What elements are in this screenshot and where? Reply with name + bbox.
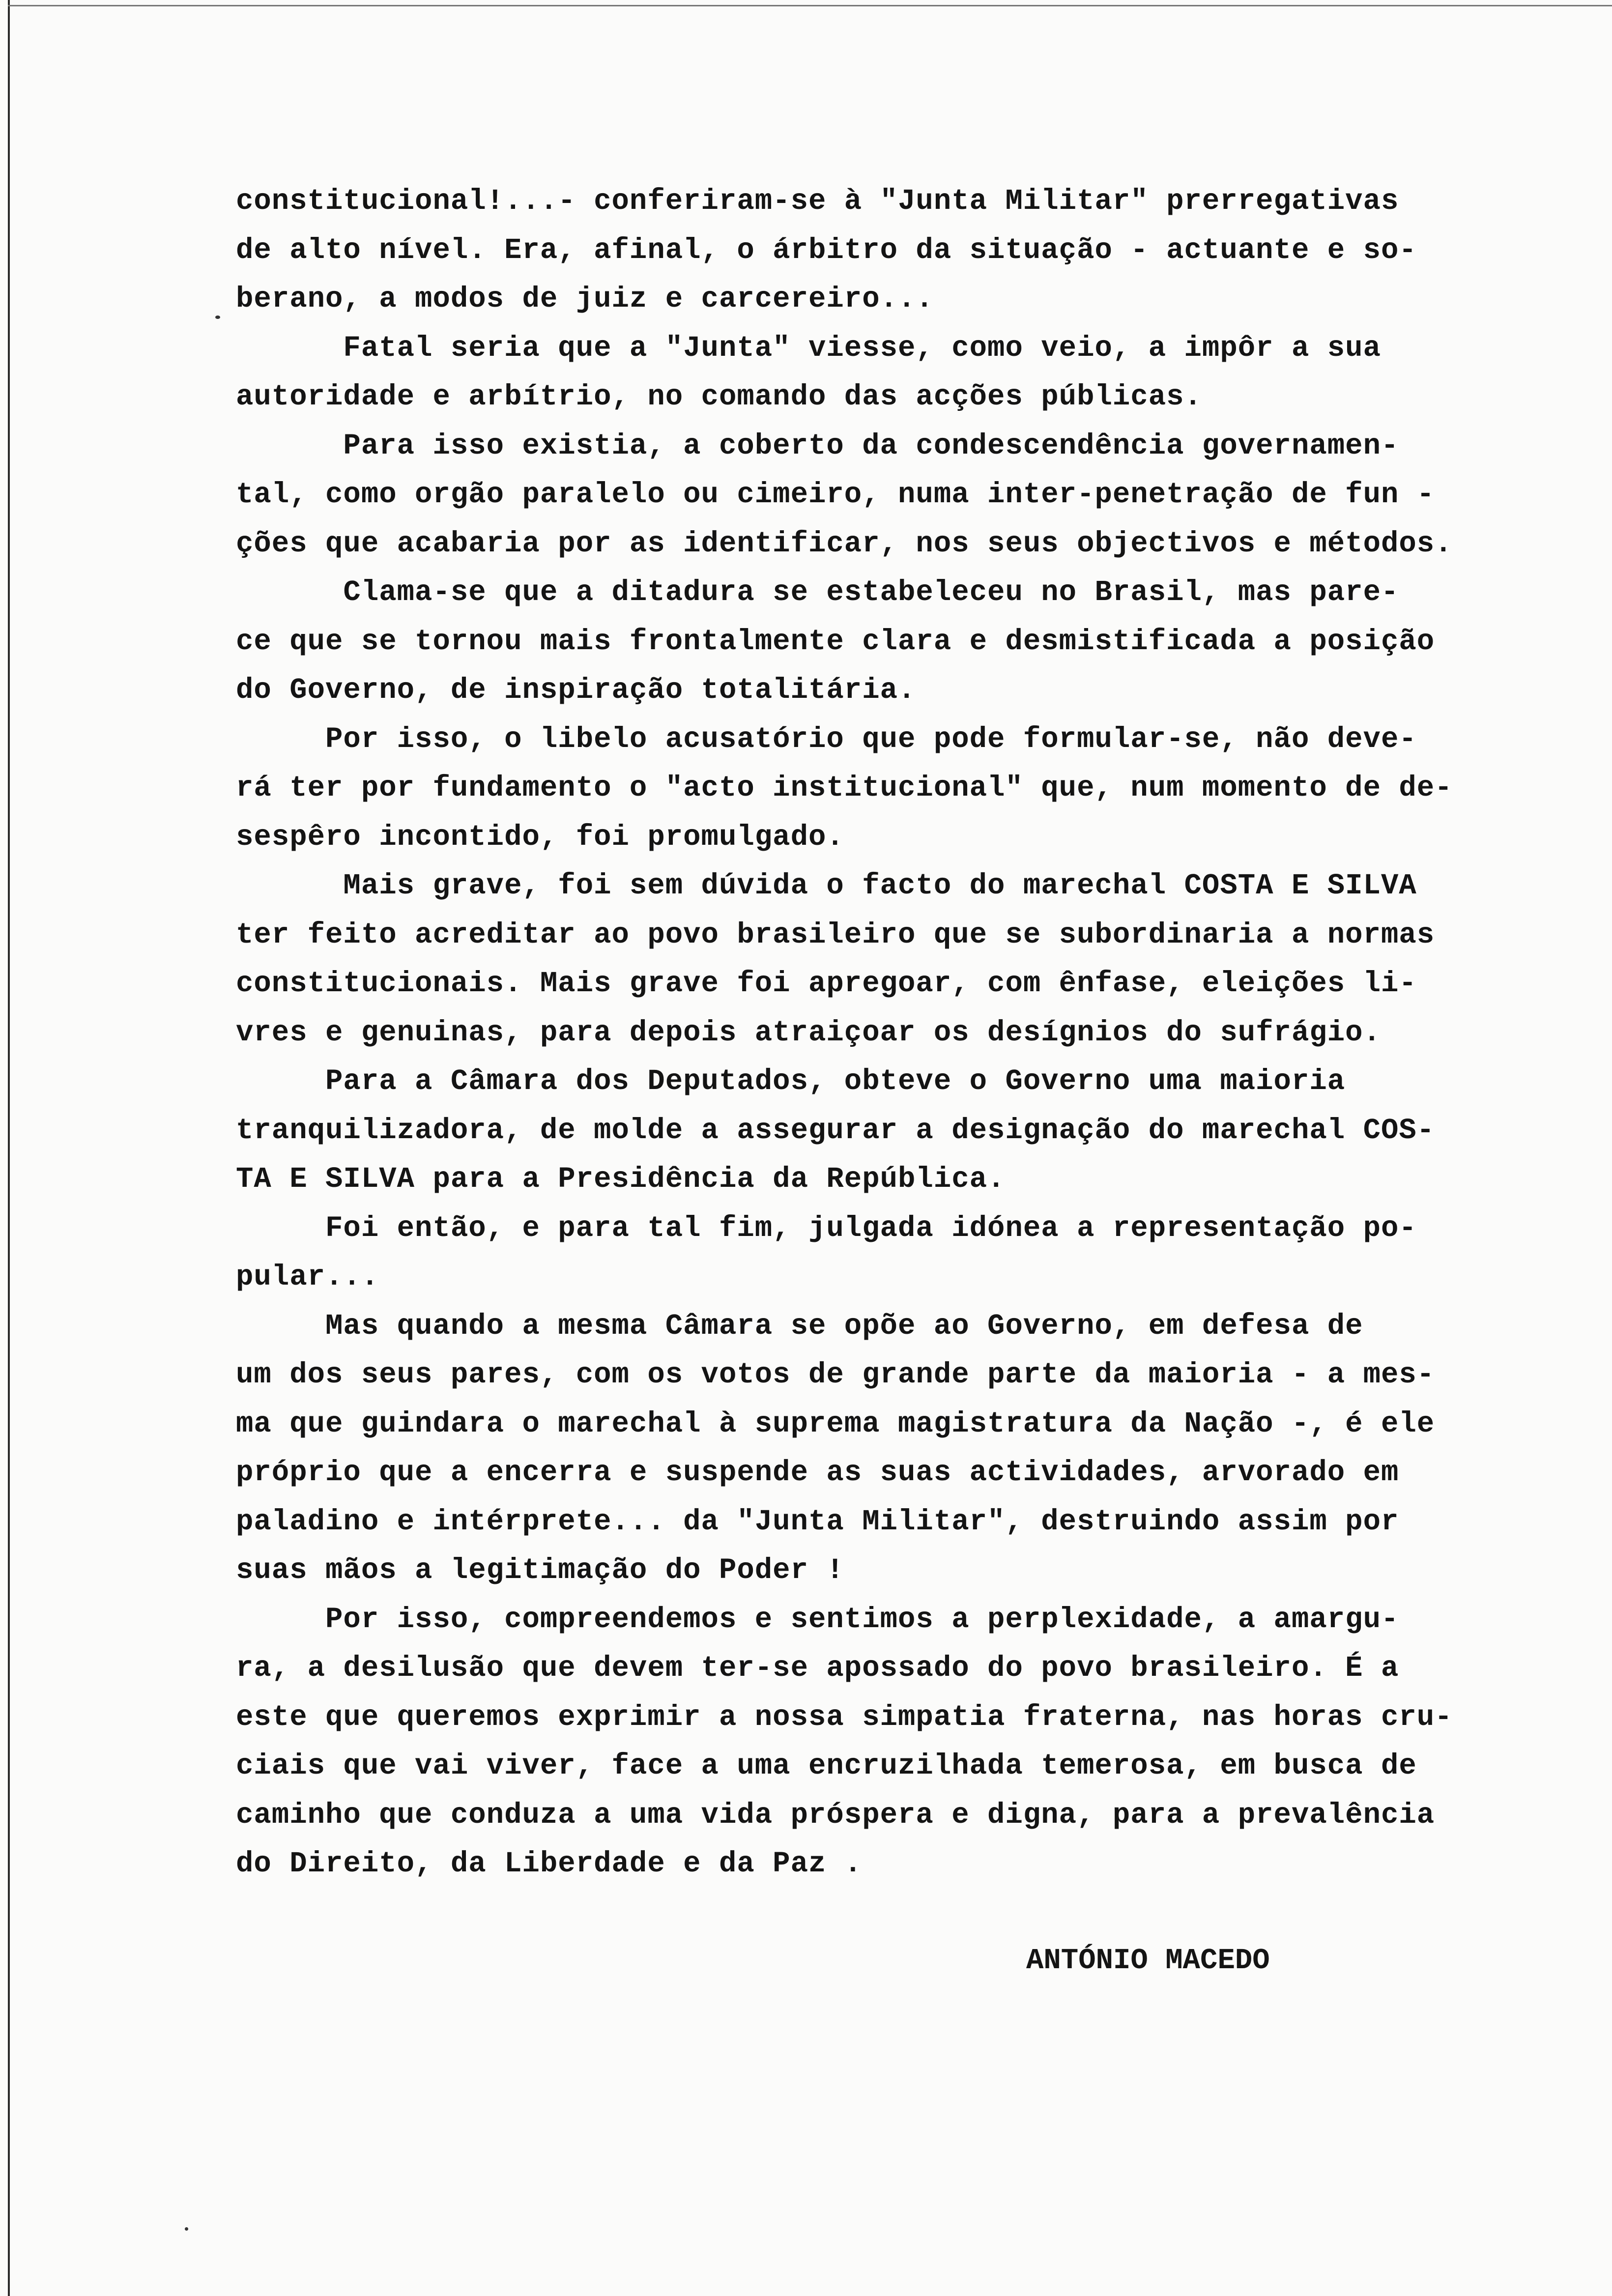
- ink-speck: [215, 316, 220, 319]
- text-line: de alto nível. Era, afinal, o árbitro da situação - actuante e so-: [236, 233, 1417, 267]
- text-line: Por isso, compreendemos e sentimos a perplexidade, a amargu-: [236, 1603, 1399, 1636]
- text-line: Para isso existia, a coberto da condescendência governamen-: [236, 429, 1399, 462]
- ink-speck: [185, 2227, 188, 2231]
- document-body: [236, 177, 1612, 1889]
- text-line: ções que acabaria por as identificar, nos seus objectivos e métodos.: [236, 527, 1453, 560]
- text-line: este que queremos exprimir a nossa simpatia fraterna, nas horas cru-: [236, 1700, 1453, 1734]
- text-line: Mas quando a mesma Câmara se opõe ao Governo, em defesa de: [236, 1309, 1363, 1343]
- text-line: caminho que conduza a uma vida próspera e digna, para a prevalência: [236, 1798, 1435, 1832]
- text-line: sespêro incontido, foi promulgado.: [236, 820, 844, 854]
- text-line: ra, a desilusão que devem ter-se apossado do povo brasileiro. É a: [236, 1652, 1399, 1685]
- author-signature: ANTÓNIO MACEDO: [1026, 1944, 1270, 1977]
- text-line: do Direito, da Liberdade e da Paz .: [236, 1847, 863, 1880]
- text-line: do Governo, de inspiração totalitária.: [236, 674, 916, 707]
- text-line: próprio que a encerra e suspende as suas actividades, arvorado em: [236, 1456, 1399, 1489]
- text-line: ce que se tornou mais frontalmente clara e desmistificada a posição: [236, 625, 1435, 658]
- text-line: constitucionais. Mais grave foi apregoar, com ênfase, eleições li-: [236, 967, 1417, 1000]
- text-line: berano, a modos de juiz e carcereiro...: [236, 283, 934, 316]
- text-line: paladino e intérprete... da "Junta Militar", destruindo assim por: [236, 1505, 1399, 1538]
- text-line: um dos seus pares, com os votos de grande parte da maioria - a mes-: [236, 1358, 1435, 1391]
- text-line: rá ter por fundamento o "acto institucional" que, num momento de de-: [236, 772, 1453, 804]
- text-line: autoridade e arbítrio, no comando das acções públicas.: [236, 380, 1202, 413]
- text-line: vres e genuinas, para depois atraiçoar os desígnios do sufrágio.: [236, 1016, 1381, 1049]
- text-line: tal, como orgão paralelo ou cimeiro, numa inter-penetração de fun -: [236, 478, 1435, 511]
- text-line: tranquilizadora, de molde a assegurar a designação do marechal COS-: [236, 1114, 1435, 1147]
- text-line: Fatal seria que a "Junta" viesse, como veio, a impôr a sua: [236, 331, 1381, 365]
- text-line: ciais que vai viver, face a uma encruzilhada temerosa, em busca de: [236, 1750, 1417, 1782]
- text-line: ma que guindara o marechal à suprema magistratura da Nação -, é ele: [236, 1407, 1435, 1440]
- text-line: suas mãos a legitimação do Poder !: [236, 1554, 844, 1587]
- text-line: pular...: [236, 1261, 379, 1293]
- text-line: Por isso, o libelo acusatório que pode formular-se, não deve-: [236, 722, 1417, 756]
- page-top-edge: [8, 5, 1612, 6]
- text-line: Mais grave, foi sem dúvida o facto do marechal COSTA E SILVA: [236, 869, 1417, 902]
- page-left-edge: [8, 0, 10, 2296]
- text-line: constitucional!...- conferiram-se à "Junta Militar" prerregativas: [236, 185, 1399, 218]
- text-line: Foi então, e para tal fim, julgada idónea a representação po-: [236, 1211, 1417, 1245]
- text-line: ter feito acreditar ao povo brasileiro que se subordinaria a normas: [236, 918, 1435, 951]
- text-line: Clama-se que a ditadura se estabeleceu no Brasil, mas pare-: [236, 576, 1399, 609]
- text-line: Para a Câmara dos Deputados, obteve o Governo uma maioria: [236, 1065, 1346, 1098]
- text-line: TA E SILVA para a Presidência da República.: [236, 1163, 1006, 1196]
